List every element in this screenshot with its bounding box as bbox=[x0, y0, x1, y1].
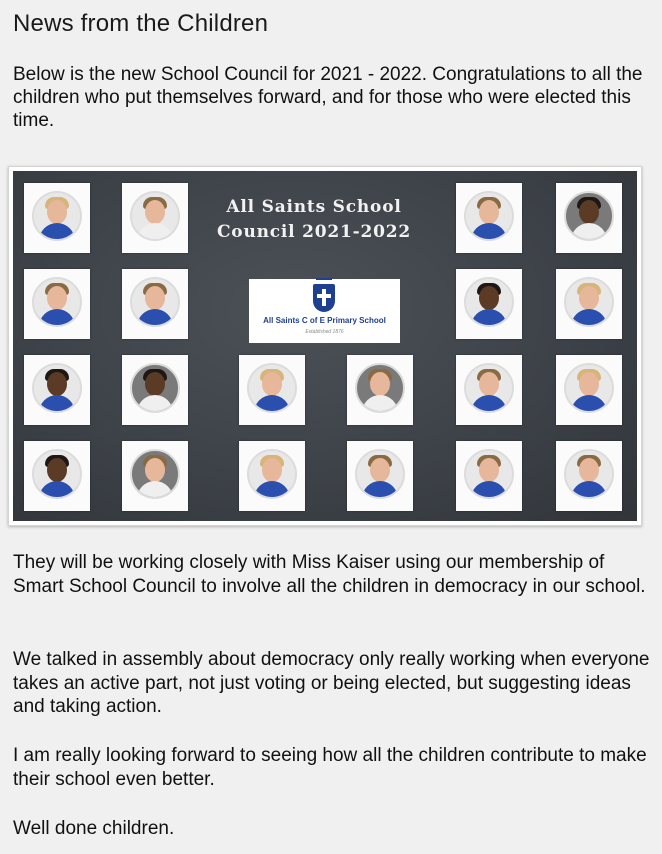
council-member-photo bbox=[122, 269, 188, 339]
body-paragraph-1: They will be working closely with Miss Kaiser using our membership of Smart School Council to involve all the children in democracy in our school. bbox=[13, 552, 646, 597]
body-paragraph-4: Well done children. bbox=[13, 818, 175, 839]
chalkboard bbox=[13, 171, 637, 521]
council-member-photo bbox=[556, 441, 622, 511]
body-paragraph-3: I am really looking forward to seeing how all the children contribute to make their school even better. bbox=[13, 745, 647, 790]
established-text: Established 1876 bbox=[305, 329, 344, 335]
council-member-photo bbox=[456, 183, 522, 253]
council-member-photo bbox=[122, 355, 188, 425]
council-member-photo bbox=[24, 183, 90, 253]
council-member-photo bbox=[556, 183, 622, 253]
intro-paragraph: Below is the new School Council for 2021 - 2022. Congratulations to all the children who put themselves forward, and for those who were elected this time. bbox=[13, 64, 643, 131]
board-title bbox=[201, 195, 427, 245]
school-name: All Saints C of E Primary School bbox=[263, 316, 386, 325]
shield-cross-icon bbox=[313, 284, 335, 312]
council-member-photo bbox=[556, 355, 622, 425]
council-member-photo bbox=[456, 355, 522, 425]
page-title: News from the Children bbox=[13, 10, 269, 37]
council-member-photo bbox=[347, 441, 413, 511]
school-council-image bbox=[8, 166, 642, 526]
council-member-photo bbox=[239, 441, 305, 511]
board-title-line-2: Council 2021-2022 bbox=[216, 222, 412, 242]
council-member-photo bbox=[556, 269, 622, 339]
council-member-photo bbox=[24, 441, 90, 511]
council-member-photo bbox=[456, 441, 522, 511]
body-paragraph-2: We talked in assembly about democracy only really working when everyone takes an active part, not just voting or being elected, but suggesting ideas and taking action. bbox=[13, 649, 650, 717]
council-member-photo bbox=[456, 269, 522, 339]
council-member-photo bbox=[24, 355, 90, 425]
council-member-photo bbox=[24, 269, 90, 339]
council-member-photo bbox=[239, 355, 305, 425]
council-member-photo bbox=[122, 183, 188, 253]
council-member-photo bbox=[122, 441, 188, 511]
council-member-photo bbox=[347, 355, 413, 425]
school-logo bbox=[249, 279, 400, 343]
board-title-line-1: All Saints School bbox=[226, 197, 402, 217]
